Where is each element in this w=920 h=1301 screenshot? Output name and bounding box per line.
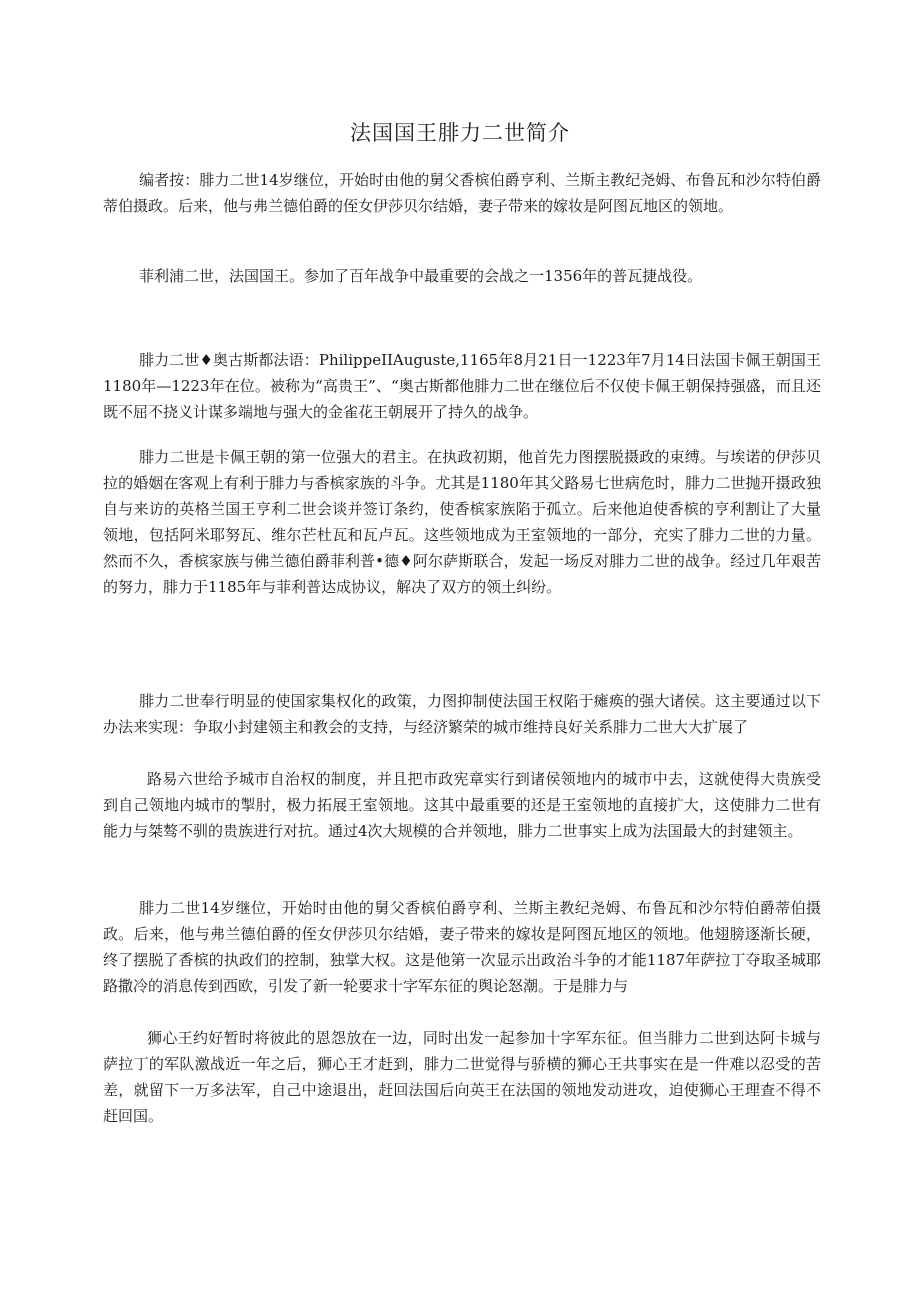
paragraph-early-reign: 腓力二世是卡佩王朝的第一位强大的君主。在执政初期，他首先力图摆脱摄政的束缚。与埃诺的伊莎贝拉的婚姻在客观上有利于腓力与香槟家族的斗争。尤其是1180年其父路易七世病危时，腓力二世抛开摄政独自与来访的英格兰国王亨利二世会谈并签订条约，使香槟家族陷于孤立。后来他迫使香槟的亨利割让了大量领地，包括阿米耶努瓦、维尔芒杜瓦和瓦卢瓦。这些领地成为王室领地的一部分，充实了腓力二世的力量。然而不久，香槟家族与佛兰德伯爵菲利普•德♦阿尔萨斯联合，发起一场反对腓力二世的战争。经过几年艰苦的努力，腓力于1185年与菲利普达成协议，解决了双方的领土纠纷。 <box>103 448 821 596</box>
paragraph-biography: 腓力二世♦奥古斯都法语：PhilippeIIAuguste,1165年8月21日一1223年7月14日法国卡佩王朝国王1180年—1223年在位。被称为“高贵王”、“奥古斯都他腓力二世在继位后不仅使卡佩王朝保持强盛，而且还既不屈不挠义计谋多端地与强大的金雀花王朝展开了持久的战争。 <box>103 351 821 421</box>
document-title: 法国国王腓力二世简介 <box>350 121 570 145</box>
paragraph-centralization: 腓力二世奉行明显的使国家集权化的政策，力图抑制使法国王权陷于瘫痪的强大诸侯。这主要通过以下办法来实现：争取小封建领主和教会的支持，与经济繁荣的城市维持良好关系腓力二世大大扩展了 <box>103 692 821 736</box>
paragraph-editor-note: 编者按：腓力二世14岁继位，开始时由他的舅父香槟伯爵亨利、兰斯主教纪尧姆、布鲁瓦和沙尔特伯爵蒂伯摄政。后来，他与弗兰德伯爵的侄女伊莎贝尔结婚，妻子带来的嫁妆是阿图瓦地区的领地。 <box>103 171 821 215</box>
paragraph-philip-intro: 菲利浦二世，法国国王。参加了百年战争中最重要的会战之一1356年的普瓦捷战役。 <box>139 267 703 285</box>
paragraph-royal-domain: 路易六世给予城市自治权的制度，并且把市政宪章实行到诸侯领地内的城市中去，这就使得大贵族受到自己领地内城市的掣肘，极力拓展王室领地。这其中最重要的还是王室领地的直接扩大，这使腓力二世有能力与桀骜不驯的贵族进行对抗。通过4次大规模的合并领地，腓力二世事实上成为法国最大的封建领主。 <box>103 770 821 840</box>
paragraph-lionheart: 狮心王约好暂时将彼此的恩怨放在一边，同时出发一起参加十字军东征。但当腓力二世到达阿卡城与萨拉丁的军队激战近一年之后，狮心王才赶到，腓力二世觉得与骄横的狮心王共事实在是一件难以忍受的苦差，就留下一万多法军，自己中途退出，赶回法国后向英王在法国的领地发动进攻，迫使狮心王理查不得不赶回国。 <box>103 1029 821 1125</box>
paragraph-crusade: 腓力二世14岁继位，开始时由他的舅父香槟伯爵亨利、兰斯主教纪尧姆、布鲁瓦和沙尔特伯爵蒂伯摄政。后来，他与弗兰德伯爵的侄女伊莎贝尔结婚，妻子带来的嫁妆是阿图瓦地区的领地。他翅膀逐渐长硬，终了摆脱了香槟的执政们的控制，独掌大权。这是他第一次显示出政治斗争的才能1187年萨拉丁夺取圣城耶路撒冷的消息传到西欧，引发了新一轮要求十字军东征的舆论怒潮。于是腓力与 <box>103 899 821 995</box>
